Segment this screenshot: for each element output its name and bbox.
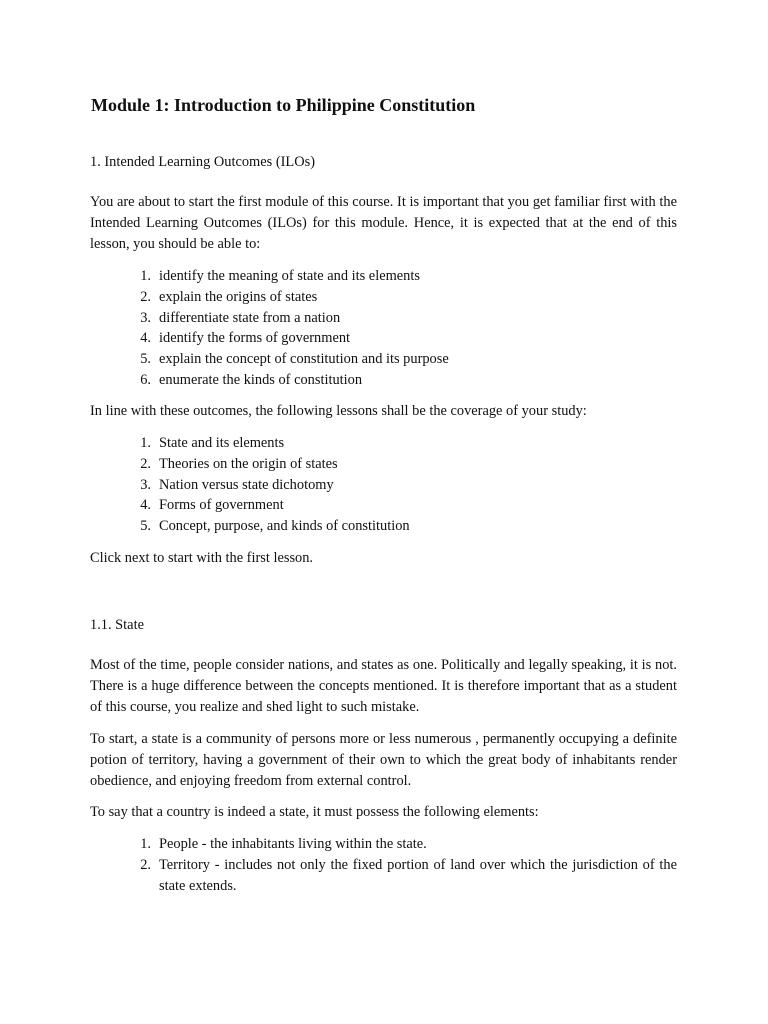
ilo-heading: 1. Intended Learning Outcomes (ILOs) bbox=[90, 154, 315, 170]
list-item: 5. explain the concept of constitution and its purpose bbox=[140, 351, 449, 368]
list-item: 3. Nation versus state dichotomy bbox=[140, 476, 334, 493]
list-item: 5. Concept, purpose, and kinds of constitution bbox=[140, 518, 410, 535]
state-heading: 1.1. State bbox=[90, 617, 144, 633]
next-prompt: Click next to start with the first lesson. bbox=[90, 550, 314, 566]
list-item: 1. State and its elements bbox=[140, 435, 285, 451]
list-item: 4. identify the forms of government bbox=[140, 330, 351, 347]
list-item: 4. Forms of government bbox=[140, 497, 284, 514]
elements-list bbox=[131, 834, 677, 896]
lessons-list bbox=[131, 433, 677, 537]
list-item: 1. identify the meaning of state and its elements bbox=[140, 268, 420, 284]
list-item: 6. enumerate the kinds of constitution bbox=[140, 371, 363, 388]
state-paragraph-1: Most of the time, people consider nations, and states as one. Politically and legally speaking, it is not. There is a huge difference between the concepts mentioned. It is therefore important that as a student of this course, you realize and shed light to such mistake. bbox=[90, 657, 677, 715]
list-item: 2. Theories on the origin of states bbox=[140, 455, 338, 472]
state-paragraph-2: To start, a state is a community of persons more or less numerous , permanently occupying a definite potion of territory, having a government of their own to which the great body of inhabitants render obedience, and enjoying freedom from external control. bbox=[90, 731, 677, 789]
module-title: Module 1: Introduction to Philippine Constitution bbox=[91, 95, 476, 115]
ilo-intro-paragraph: You are about to start the first module of this course. It is important that you get familiar first with the Intended Learning Outcomes (ILOs) for this module. Hence, it is expected that at the end of this lesson, you should be able to: bbox=[90, 194, 677, 252]
elements-intro-paragraph: To say that a country is indeed a state, it must possess the following elements: bbox=[90, 804, 539, 820]
list-item: 2. Territory - includes not only the fixed portion of land over which the jurisdiction of the state extends. bbox=[140, 856, 677, 894]
coverage-intro-paragraph: In line with these outcomes, the following lessons shall be the coverage of your study: bbox=[90, 403, 587, 419]
list-item: 2. explain the origins of states bbox=[140, 288, 318, 305]
outcomes-list bbox=[131, 266, 677, 391]
list-item: 3. differentiate state from a nation bbox=[140, 309, 341, 326]
list-item: 1. People - the inhabitants living within the state. bbox=[140, 836, 427, 852]
